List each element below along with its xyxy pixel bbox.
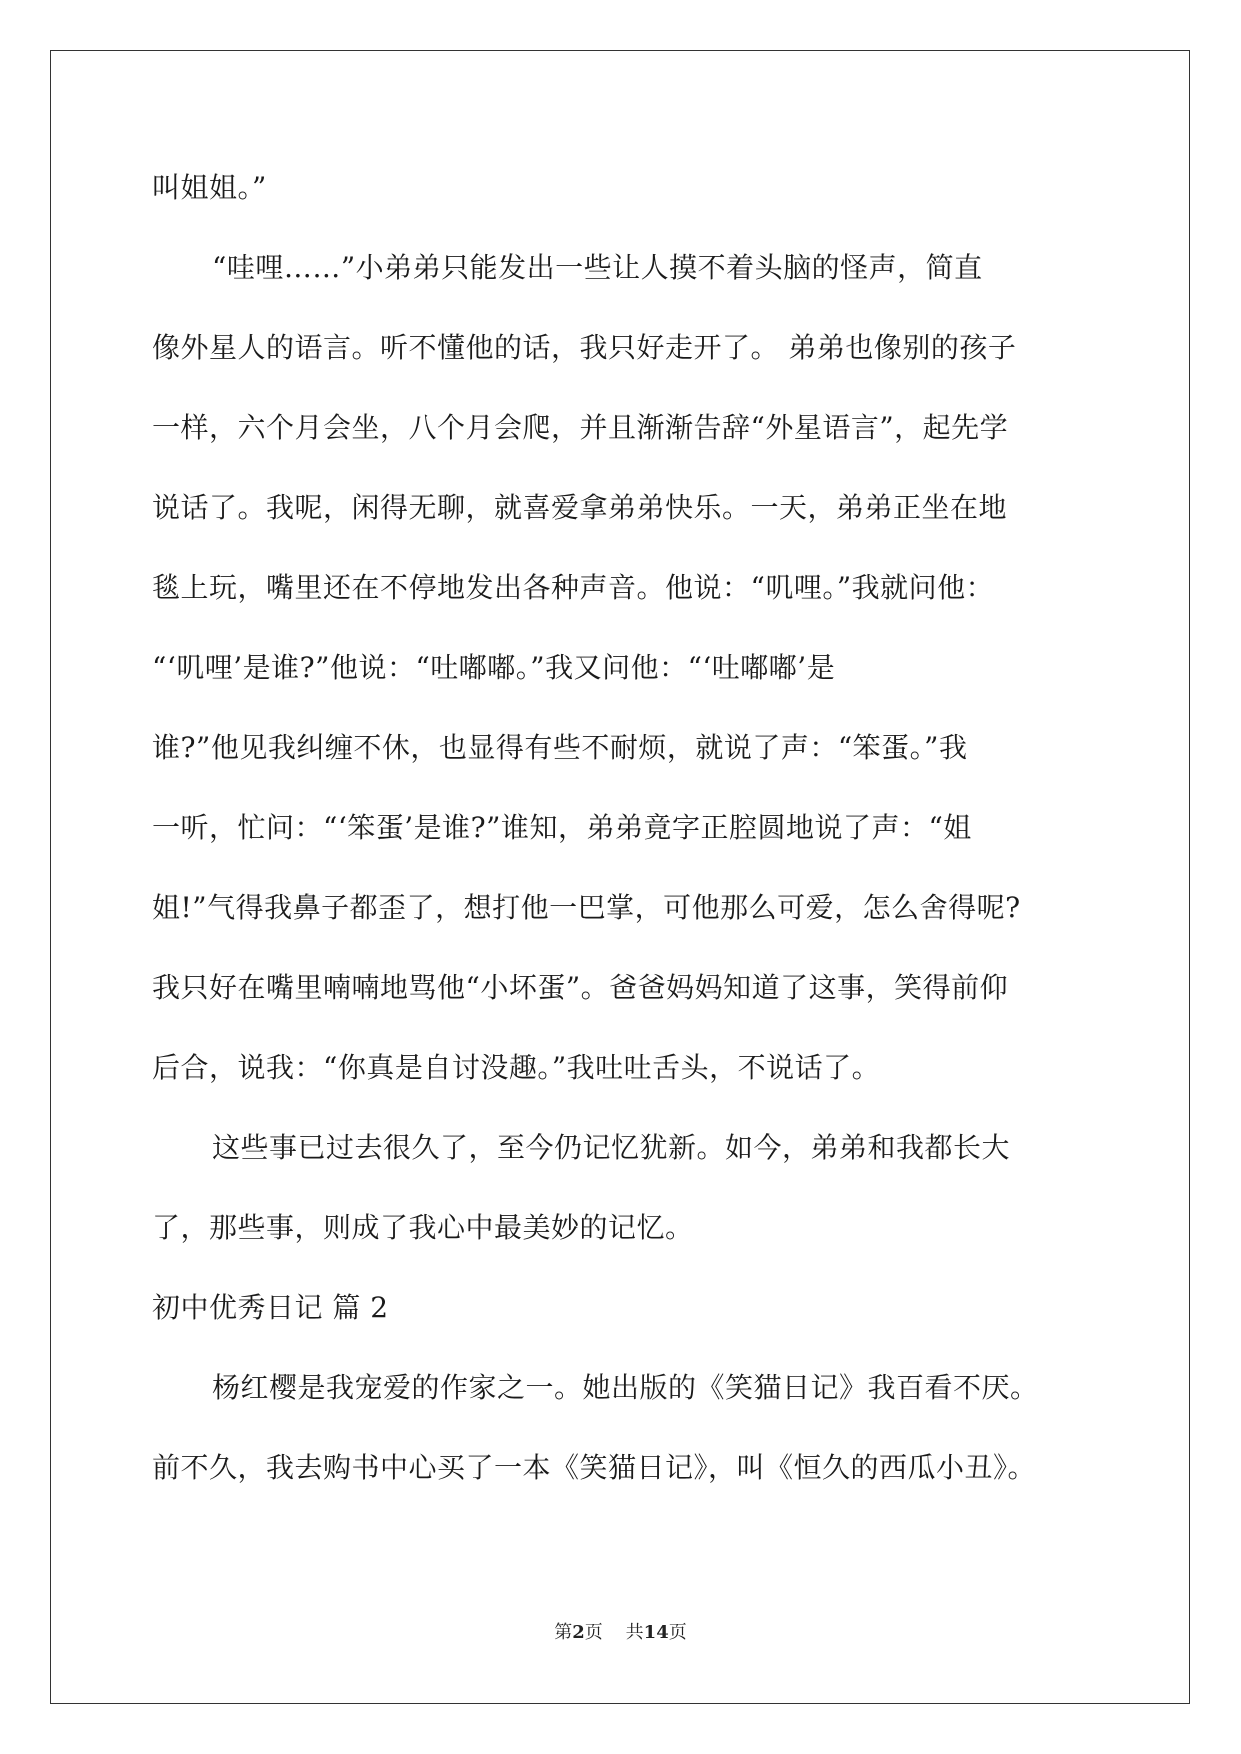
text-line: “‘叽哩’是谁?”他说：“吐嘟嘟。”我又问他：“‘吐嘟嘟’是	[152, 651, 836, 684]
text-line: “哇哩……”小弟弟只能发出一些让人摸不着头脑的怪声，简直	[212, 251, 983, 284]
text-line: 一样，六个月会坐，八个月会爬，并且渐渐告辞“外星语言”，起先学	[152, 411, 1009, 444]
text-line: 毯上玩，嘴里还在不停地发出各种声音。他说：“叽哩。”我就问他：	[152, 571, 995, 604]
text-line: 叫姐姐。”	[152, 171, 267, 204]
footer-total-suffix: 页	[668, 1622, 687, 1643]
page-number: 2	[572, 1622, 585, 1643]
text-line: 这些事已过去很久了，至今仍记忆犹新。如今，弟弟和我都长大	[212, 1131, 1011, 1164]
footer-prefix: 第	[554, 1622, 573, 1643]
text-line: 我只好在嘴里喃喃地骂他“小坏蛋”。爸爸妈妈知道了这事，笑得前仰	[152, 971, 1009, 1004]
text-line: 前不久，我去购书中心买了一本《笑猫日记》，叫《恒久的西瓜小丑》。	[152, 1451, 1037, 1484]
document-body	[152, 148, 1090, 1508]
text-line: 杨红樱是我宠爱的作家之一。她出版的《笑猫日记》我百看不厌。	[212, 1371, 1039, 1404]
footer-page-suffix: 页	[584, 1622, 603, 1643]
text-line: 谁?”他见我纠缠不休，也显得有些不耐烦，就说了声：“笨蛋。”我	[152, 731, 968, 764]
footer-total-prefix: 共	[625, 1622, 644, 1643]
text-line: 后合，说我：“你真是自讨没趣。”我吐吐舌头，不说话了。	[152, 1051, 881, 1084]
text-line: 一听，忙问：“‘笨蛋’是谁?”谁知，弟弟竟字正腔圆地说了声：“姐	[152, 811, 972, 844]
text-line: 姐!”气得我鼻子都歪了，想打他一巴掌，可他那么可爱，怎么舍得呢?	[152, 891, 1021, 924]
text-line: 说话了。我呢，闲得无聊，就喜爱拿弟弟快乐。一天，弟弟正坐在地	[152, 491, 1008, 524]
text-line: 像外星人的语言。听不懂他的话，我只好走开了。 弟弟也像别的孩子	[152, 331, 1017, 364]
page-footer	[0, 1618, 1241, 1644]
total-pages: 14	[643, 1622, 669, 1643]
text-line: 了，那些事，则成了我心中最美妙的记忆。	[152, 1211, 694, 1244]
section-heading: 初中优秀日记 篇 2	[152, 1291, 389, 1324]
